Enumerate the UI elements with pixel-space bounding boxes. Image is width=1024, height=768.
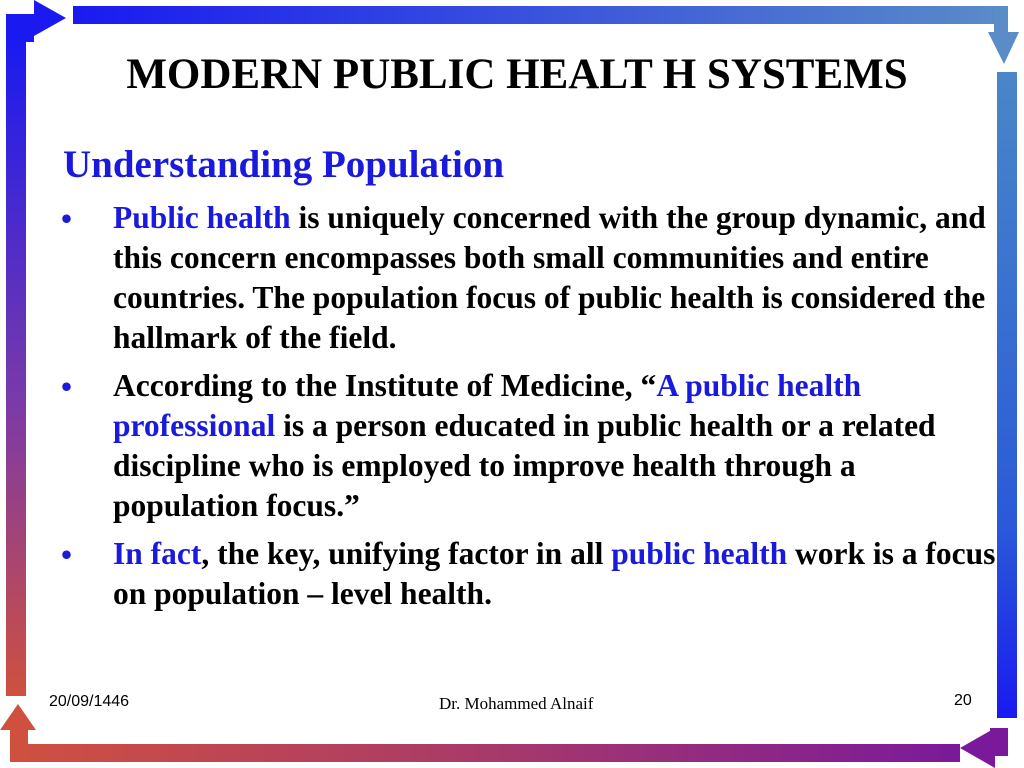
page-number: 20: [954, 692, 972, 709]
bullet-text: , the key, unifying factor in all: [201, 536, 612, 571]
bullet-text: is uniquely concerned with the group dynamic, and this concern encompasses both small communities and entire countries. The population focus of public health is considered the hallmark of the field.: [113, 200, 986, 355]
frame-bottom-bar: [10, 744, 960, 762]
bullet-text: is a person educated in public health or a related discipline who is employed to improve health through a population focus.”: [113, 408, 936, 523]
frame-right-top-bar: [994, 6, 1008, 34]
section-heading: Understanding Population: [63, 143, 505, 186]
highlighted-text: public health: [611, 536, 788, 571]
bullet-text: According to the Institute of Medicine, “: [113, 368, 657, 403]
bullet-item: [0, 198, 1000, 358]
bullet-item: [0, 366, 1000, 526]
frame-arrow-top-left: [34, 0, 66, 36]
frame-bottom-left-stub: [10, 730, 28, 760]
footer-author: Dr. Mohammed Alnaif: [439, 694, 594, 713]
bullet-marker: •: [61, 536, 73, 572]
frame-top-left-stub: [6, 14, 34, 42]
bullet-marker: •: [61, 200, 73, 236]
bullet-item: [0, 534, 1000, 614]
highlighted-text: In fact: [113, 536, 202, 571]
highlighted-text: A public health professional: [113, 368, 862, 443]
highlighted-text: Public health: [113, 200, 291, 235]
footer-date: 20/09/1446: [49, 693, 130, 710]
frame-bottom-right-stub: [990, 728, 1008, 756]
frame-right-bar: [997, 72, 1017, 718]
frame-arrow-bottom-left: [0, 704, 36, 730]
bullet-text: work is a focus on population – level health.: [113, 536, 996, 611]
bullet-list: [0, 198, 1000, 622]
bullet-marker: •: [61, 368, 73, 404]
slide-title: MODERN PUBLIC HEALT H SYSTEMS: [126, 51, 908, 98]
frame-top-bar: [73, 6, 1008, 24]
frame-arrow-bottom-right: [960, 728, 995, 768]
